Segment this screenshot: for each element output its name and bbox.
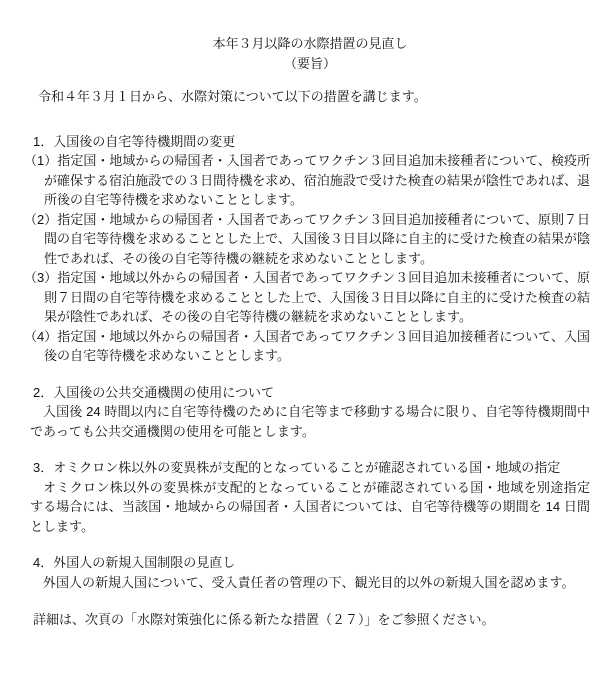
paragraph-line: 入国後 24 時間以内に自宅等待機のために自宅等まで移動する場合に限り、自宅等待機期間中	[43, 404, 590, 419]
paragraph-line: とします。	[30, 518, 94, 534]
section-variant-designation	[30, 458, 590, 536]
section-new-entry	[30, 553, 590, 592]
section-public-transport	[30, 383, 590, 442]
footer-reference-paragraph: 詳細は、次頁の「水際対策強化に係る新たな措置（２７）」をご参照ください。	[33, 612, 495, 627]
section-1-heading: 1．入国後の自宅等待機期間の変更	[33, 133, 236, 149]
list-item-4	[24, 327, 590, 366]
list-item-line: （2）指定国・地域からの帰国者・入国者であってワクチン３回目追加接種者について、原則７日	[24, 211, 590, 227]
title-block	[30, 34, 590, 73]
intro-paragraph: 令和４年３月１日から、水際対策について以下の措置を講じます。	[38, 89, 427, 104]
list-item-line: （1）指定国・地域からの帰国者・入国者であってワクチン３回目追加未接種者について、検疫所	[24, 153, 590, 168]
list-item-line: 性であれば、その後の自宅等待機の継続を求めないこととします。	[44, 250, 433, 266]
list-item-1	[24, 151, 590, 210]
list-item-3	[24, 268, 590, 327]
list-item-line: 則７日間の自宅等待機を求めることとした上で、入国後３日目以降に自主的に受けた検査の結	[44, 289, 590, 305]
list-item-line: 所後の自宅等待機を求めないこととします。	[44, 192, 303, 207]
section-quarantine-period	[24, 132, 590, 366]
paragraph-line: する場合には、当該国・地域からの帰国者・入国者については、自宅等待機等の期間を 14 日間	[30, 499, 590, 514]
section-4-heading: 4．外国人の新規入国制限の見直し	[33, 555, 236, 570]
list-item-2	[24, 210, 590, 269]
section-2-heading: 2．入国後の公共交通機関の使用について	[33, 384, 274, 400]
list-item-line: 間の自宅等待機を求めることとした上で、入国後３日目以降に自主的に受けた検査の結果が陰	[44, 231, 590, 246]
list-item-line: 後の自宅等待機を求めないこととします。	[44, 348, 290, 363]
list-item-line: （3）指定国・地域以外からの帰国者・入国者であってワクチン３回目追加未接種者について、原	[24, 270, 590, 285]
paragraph-line: オミクロン株以外の変異株が支配的となっていることが確認されている国・地域を別途指定	[43, 479, 590, 495]
section-3-heading: 3．オミクロン株以外の変異株が支配的となっていることが確認されている国・地域の指定	[33, 460, 561, 475]
list-item-line: （4）指定国・地域以外からの帰国者・入国者であってワクチン３回目追加接種者について、入国	[24, 328, 590, 344]
page-subtitle: （要旨）	[283, 55, 336, 71]
page-title: 本年３月以降の水際措置の見直し	[212, 36, 408, 51]
paragraph-line: 外国人の新規入国について、受入責任者の管理の下、観光目的以外の新規入国を認めます。	[43, 574, 575, 590]
paragraph-line: であっても公共交通機関の使用を可能とします。	[30, 423, 315, 439]
list-item-line: 果が陰性であれば、その後の自宅等待機の継続を求めないこととします。	[44, 309, 472, 324]
list-item-line: が確保する宿泊施設での３日間待機を求め、宿泊施設で受けた検査の結果が陰性であれば、退	[44, 172, 590, 188]
